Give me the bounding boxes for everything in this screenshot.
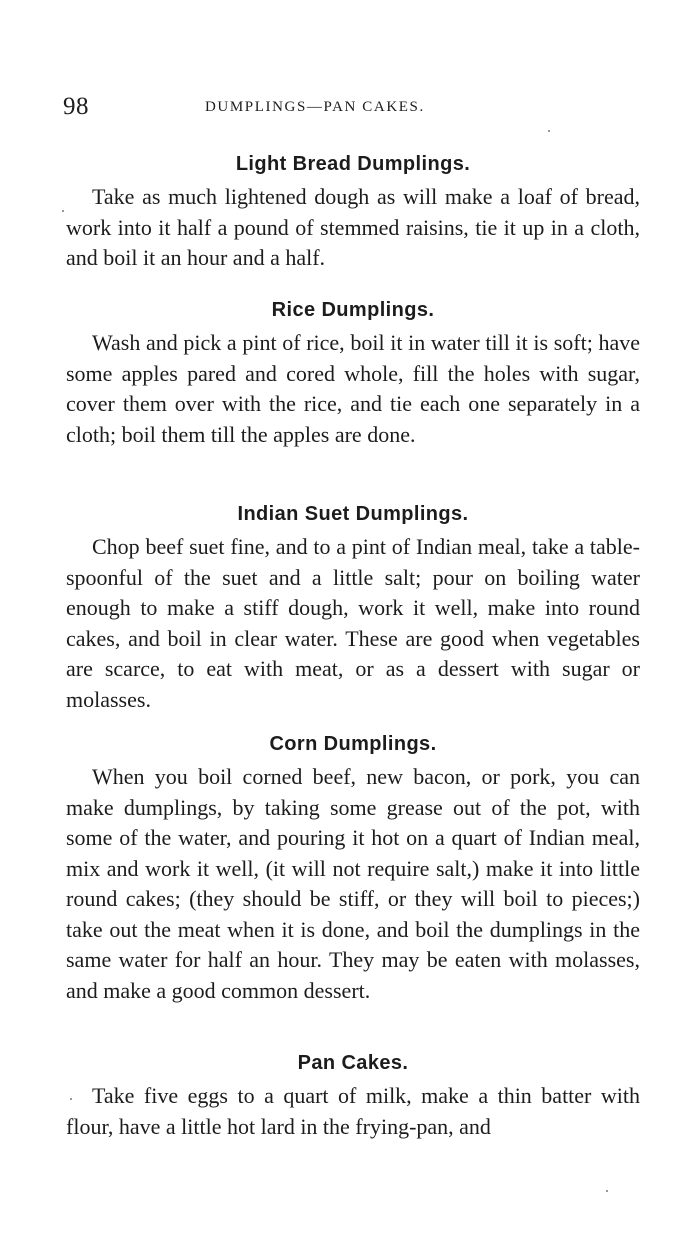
recipe-corn-dumplings (66, 730, 640, 1006)
recipe-body: Take five eggs to a quart of milk, make a thin batter with flour, have a little hot lard in the frying-pan, and (66, 1083, 640, 1139)
recipe-title: Pan Cakes. (297, 1052, 409, 1074)
recipe-indian-suet-dumplings (66, 500, 640, 715)
recipe-light-bread-dumplings (66, 150, 640, 274)
recipe-title: Corn Dumplings. (269, 733, 437, 755)
recipe-body: Wash and pick a pint of rice, boil it in water till it is soft; have some apples pared and cored whole, fill the holes with sugar, cover them over with the rice, and tie each one separately in a cloth; boil them till the apples are done. (66, 330, 640, 447)
recipe-body: Take as much lightened dough as will make a loaf of bread, work into it half a pound of stemmed raisins, tie it up in a cloth, and boil it an hour and a half. (66, 184, 640, 270)
recipe-pan-cakes (66, 1049, 640, 1142)
page-number: 98 (63, 93, 89, 120)
running-title: DUMPLINGS—PAN CAKES. (205, 99, 425, 115)
recipe-title: Rice Dumplings. (271, 299, 435, 321)
recipe-body: Chop beef suet fine, and to a pint of Indian meal, take a table-spoonful of the suet and a little salt; pour on boiling water enough to make a stiff dough, work it well, make into round cakes, and boil in clear water. These are good when vegetables are scarce, to eat with meat, or as a dessert with sugar or molasses. (66, 534, 640, 712)
paper-speck (62, 210, 64, 212)
recipe-title: Indian Suet Dumplings. (237, 503, 469, 525)
recipe-title: Light Bread Dumplings. (235, 153, 471, 175)
paper-speck (70, 1098, 72, 1100)
recipe-body: When you boil corned beef, new bacon, or pork, you can make dumplings, by taking some grease out of the pot, with some of the water, and pouring it hot on a quart of Indian meal, mix and work it well, (it will not require salt,) make it into little round cakes; (they should be stiff, or they will boil to pieces;) take out the meat when it is done, and boil the dumplings in the same water for half an hour. They may be eaten with molasses, and make a good common dessert. (66, 764, 640, 1003)
running-head (60, 93, 640, 123)
paper-speck (606, 1190, 608, 1192)
paper-speck (548, 130, 550, 132)
recipe-rice-dumplings (66, 296, 640, 450)
